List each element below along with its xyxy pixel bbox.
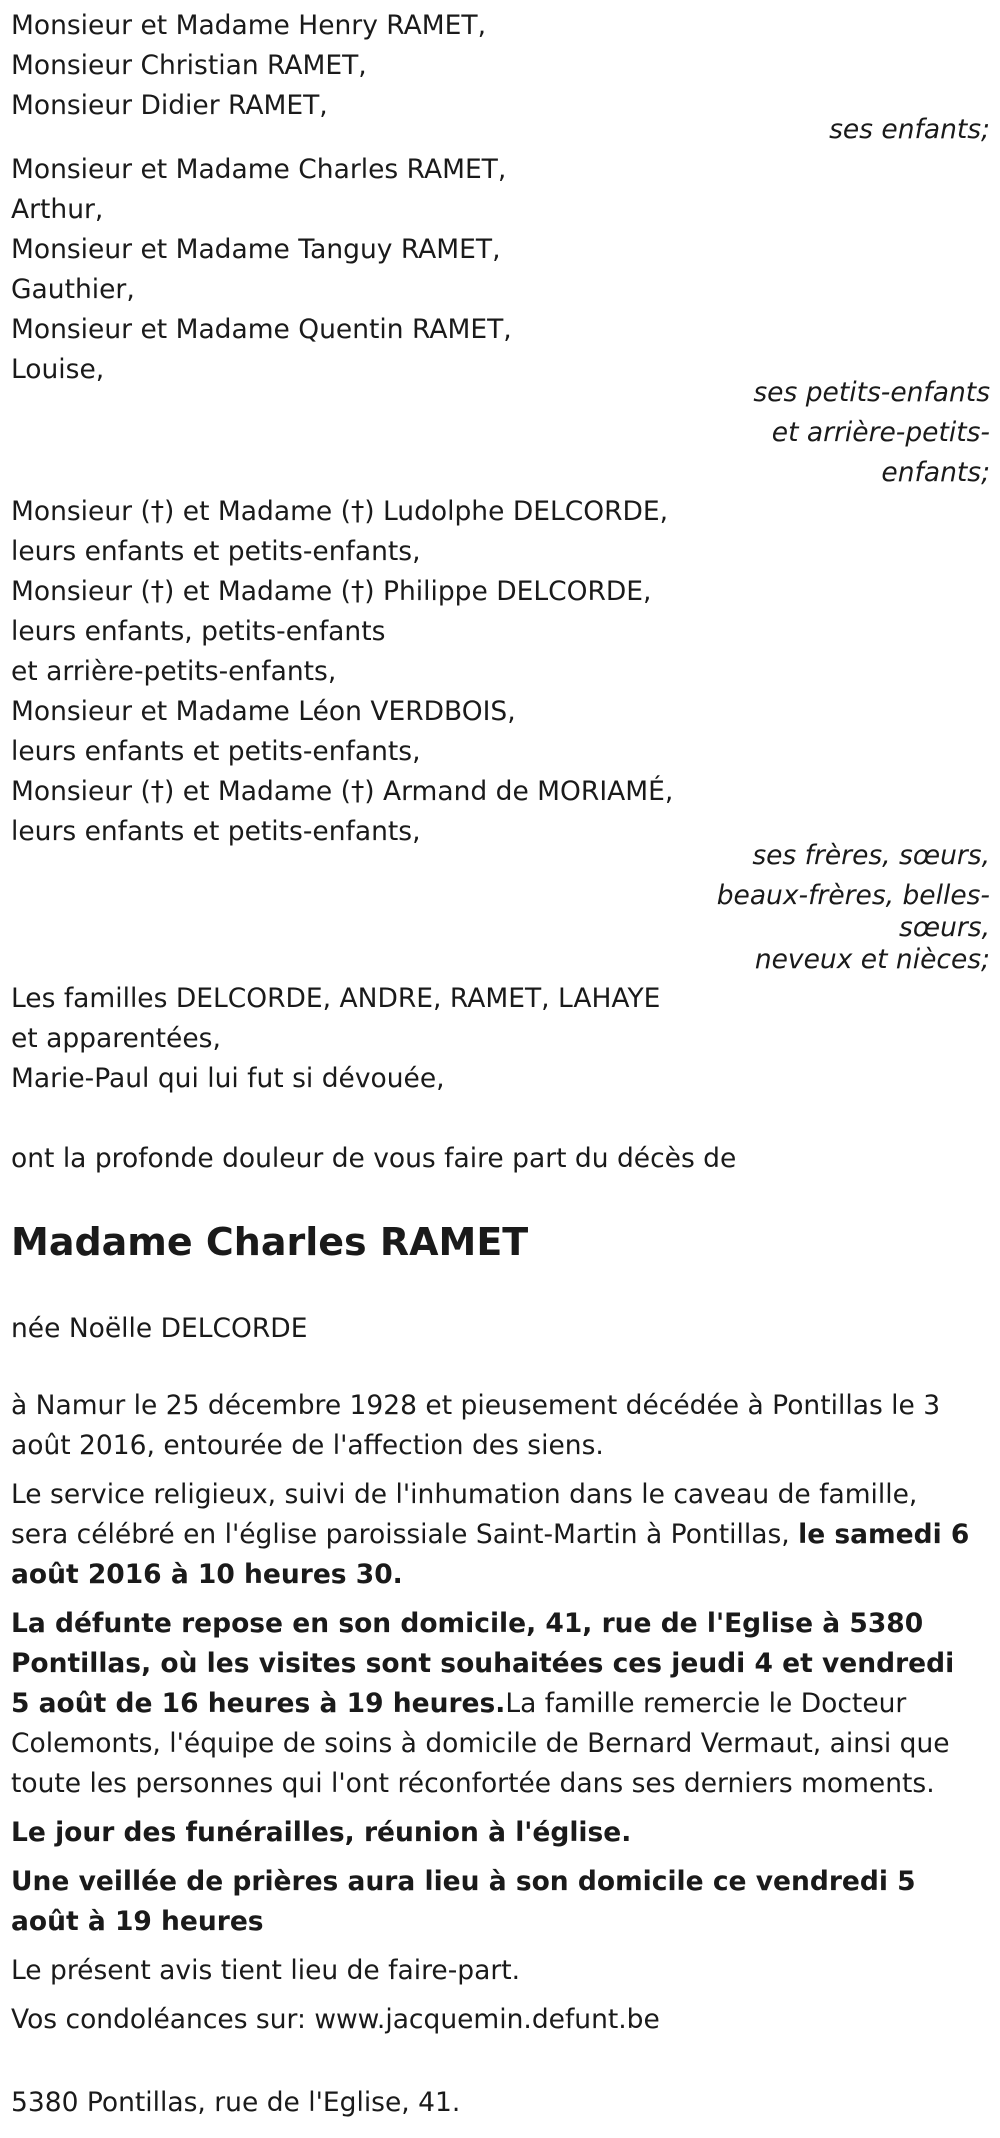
siblings-list — [11, 492, 986, 852]
family-line: et apparentées, — [11, 1023, 221, 1054]
family-line: Monsieur et Madame Quentin RAMET, — [11, 314, 512, 345]
children-relation: ses enfants; — [829, 114, 990, 145]
grandchildren-relation — [753, 373, 990, 493]
visitation-paragraph — [11, 1604, 971, 1804]
family-line: et arrière-petits-enfants, — [11, 656, 337, 687]
funeral-meeting: Le jour des funérailles, réunion à l'église. — [11, 1817, 632, 1848]
family-line: Monsieur et Madame Henry RAMET, — [11, 10, 486, 41]
announcement: ont la profonde douleur de vous faire part du décès de — [11, 1143, 737, 1174]
family-line: Les familles DELCORDE, ANDRE, RAMET, LAHAYE — [11, 983, 661, 1014]
family-line: Monsieur et Madame Léon VERDBOIS, — [11, 696, 516, 727]
birth-death-paragraph: à Namur le 25 décembre 1928 et pieusement décédée à Pontillas le 3 août 2016, entourée de l'affection des siens. — [11, 1390, 941, 1461]
family-line: Louise, — [11, 354, 105, 385]
relation-line: ses frères, sœurs, — [752, 840, 990, 871]
family-line: leurs enfants et petits-enfants, — [11, 816, 421, 847]
family-line: Gauthier, — [11, 274, 135, 305]
thanks-text: La famille remercie le Docteur Colemonts, l'équipe de soins à domicile de Bernard Vermaut, ainsi que toute les personnes qui l'ont réconfortée dans ses derniers moments. — [11, 1688, 950, 1799]
service-text: Le service religieux, suivi de l'inhumation dans le caveau de famille, sera célébré en l'église paroissiale Saint-Martin à Pontillas, — [11, 1479, 918, 1550]
maiden-name: née Noëlle DELCORDE — [11, 1313, 308, 1344]
body-text — [11, 1386, 971, 2040]
relation-line: enfants; — [881, 457, 990, 488]
family-line: leurs enfants et petits-enfants, — [11, 736, 421, 767]
vigil-info: Une veillée de prières aura lieu à son domicile ce vendredi 5 août à 19 heures — [11, 1866, 916, 1937]
address: 5380 Pontillas, rue de l'Eglise, 41. — [11, 2087, 461, 2118]
grandchildren-list — [11, 150, 986, 390]
visitation-info: La défunte repose en son domicile, 41, rue de l'Eglise à 5380 Pontillas, où les visites sont souhaitées ces jeudi 4 et vendredi 5 août de 16 heures à 19 heures. — [11, 1608, 955, 1719]
family-line: Marie-Paul qui lui fut si dévouée, — [11, 1063, 445, 1094]
family-line: Arthur, — [11, 194, 104, 225]
siblings-relation — [717, 836, 990, 980]
service-paragraph — [11, 1475, 971, 1595]
family-line: Monsieur et Madame Tanguy RAMET, — [11, 234, 501, 265]
family-line: Monsieur Christian RAMET, — [11, 50, 367, 81]
relation-line: ses petits-enfants — [753, 377, 990, 408]
family-line: Monsieur Didier RAMET, — [11, 90, 328, 121]
family-line: Monsieur (†) et Madame (†) Ludolphe DELCORDE, — [11, 496, 669, 527]
relation-line: beaux-frères, belles- — [716, 880, 990, 911]
children-list — [11, 6, 986, 126]
family-line: leurs enfants, petits-enfants — [11, 616, 386, 647]
families-list — [11, 979, 986, 1099]
family-line: Monsieur (†) et Madame (†) Armand de MORIAMÉ, — [11, 776, 674, 807]
notice-text: Le présent avis tient lieu de faire-part. — [11, 1955, 521, 1986]
service-date: le samedi 6 août 2016 à 10 heures 30. — [11, 1519, 970, 1590]
family-line: leurs enfants et petits-enfants, — [11, 536, 421, 567]
family-line: Monsieur (†) et Madame (†) Philippe DELCORDE, — [11, 576, 652, 607]
condolences-text: Vos condoléances sur: www.jacquemin.defunt.be — [11, 2004, 660, 2035]
deceased-name: Madame Charles RAMET — [11, 1220, 529, 1264]
relation-line: et arrière-petits- — [771, 417, 990, 448]
family-line: Monsieur et Madame Charles RAMET, — [11, 154, 507, 185]
relation-line: sœurs, — [899, 912, 990, 943]
relation-line: neveux et nièces; — [754, 944, 990, 975]
